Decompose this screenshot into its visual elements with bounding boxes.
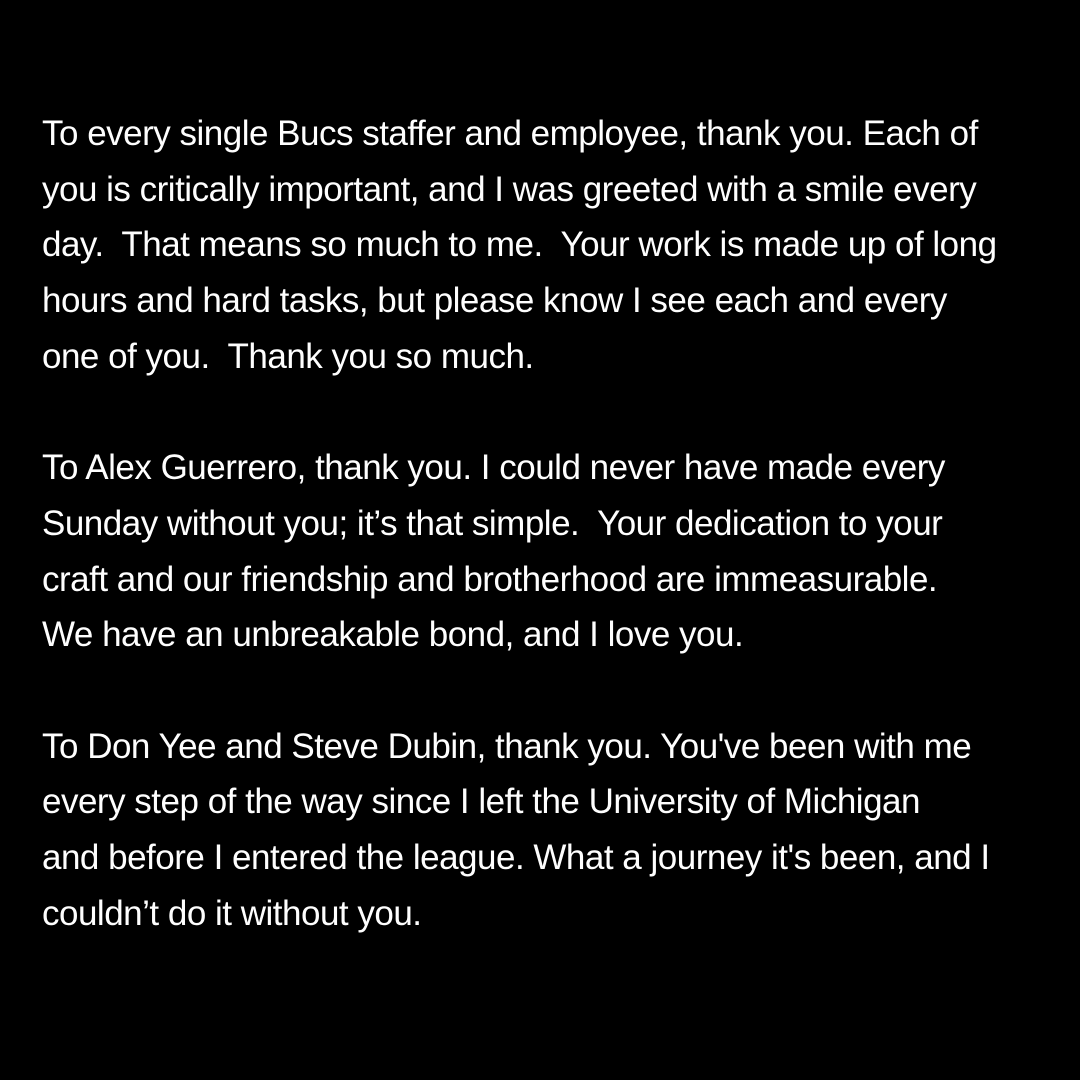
letter-line: every step of the way since I left the University of Michigan — [42, 782, 920, 822]
letter-line: hours and hard tasks, but please know I see each and every — [42, 281, 947, 321]
letter-line: To Don Yee and Steve Dubin, thank you. You've been with me — [42, 726, 972, 766]
letter-line: you is critically important, and I was greeted with a smile every — [42, 169, 977, 209]
letter-paragraph-staff — [42, 106, 1050, 385]
letter-line: Sunday without you; it’s that simple. Your dedication to your — [42, 503, 943, 543]
letter-line: couldn’t do it without you. — [42, 893, 422, 933]
letter-line: one of you. Thank you so much. — [42, 336, 534, 376]
letter-paragraph-don-yee-steve-dubin — [42, 719, 1050, 942]
letter-line: To every single Bucs staffer and employee, thank you. Each of — [42, 114, 978, 153]
letter-paragraph-alex-guerrero — [42, 440, 1050, 663]
letter-line: day. That means so much to me. Your work is made up of long — [42, 225, 997, 265]
letter-line: and before I entered the league. What a journey it's been, and I — [42, 838, 990, 878]
letter-line: To Alex Guerrero, thank you. I could never have made every — [42, 448, 945, 488]
letter-line: craft and our friendship and brotherhood are immeasurable. — [42, 559, 938, 599]
letter-line: We have an unbreakable bond, and I love you. — [42, 615, 744, 655]
